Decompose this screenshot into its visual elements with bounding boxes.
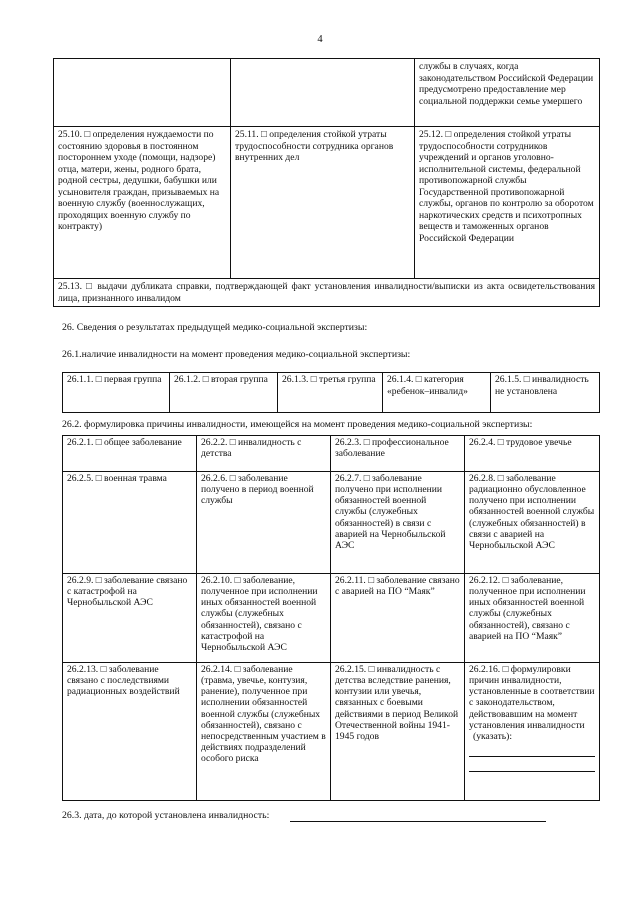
disability-cause-table <box>62 435 600 801</box>
group-option-2[interactable]: 26.1.2. □ вторая группа <box>170 373 278 413</box>
cause-option[interactable]: 26.2.5. □ военная травма <box>63 472 197 574</box>
cause-option[interactable]: 26.2.7. □ заболевание получено при исполнении обязанностей военной службы (служебных обязанностей) в связи с аварией на Чернобыльской АЭС <box>331 472 465 574</box>
group-option-5[interactable]: 26.1.5. □ инвалидность не установлена <box>491 373 600 413</box>
cause-option[interactable]: 26.2.13. □ заболевание связано с последствиями радиационных воздействий <box>63 663 197 801</box>
cause-option[interactable]: 26.2.12. □ заболевание, полученное при исполнении иных обязанностей военной службы (служебных обязанностей), связано с аварией на ПО “Маяк” <box>465 574 600 663</box>
group-option-4[interactable]: 26.1.4. □ категория «ребенок–инвалид» <box>383 373 491 413</box>
empty-cell <box>54 59 231 127</box>
cause-option[interactable]: 26.2.8. □ заболевание радиационно обусловленное получено при исполнении обязанностей военной службы (служебных обязанностей) в связи с аварией на Чернобыльской АЭС <box>465 472 600 574</box>
cause-option[interactable]: 26.2.3. □ профессиональное заболевание <box>331 436 465 472</box>
cause-option[interactable]: 26.2.9. □ заболевание связано с катастрофой на Чернобыльской АЭС <box>63 574 197 663</box>
disability-group-table <box>62 372 600 413</box>
cause-option[interactable]: 26.2.2. □ инвалидность с детства <box>197 436 331 472</box>
specify-line-1[interactable] <box>469 744 595 757</box>
cause-option[interactable]: 26.2.10. □ заболевание, полученное при исполнении иных обязанностей военной службы (служебных обязанностей), связано с катастрофой на Чернобыльской АЭС <box>197 574 331 663</box>
cause-option-text: 26.2.16. □ формулировки причин инвалидности, установленные в соответствии с законодательством, действовавшим на момент установления инвалидности <box>469 664 595 731</box>
cause-option-other[interactable] <box>465 663 600 801</box>
option-25-13[interactable]: 25.13. □ выдачи дубликата справки, подтверждающей факт установления инвалидности/выписки из акта освидетельствования лица, признанного инвалидом <box>54 279 600 307</box>
purpose-table <box>53 58 600 307</box>
date-input-line[interactable] <box>290 821 546 822</box>
group-option-1[interactable]: 26.1.1. □ первая группа <box>63 373 170 413</box>
cause-option[interactable]: 26.2.11. □ заболевание связано с аварией на ПО “Маяк” <box>331 574 465 663</box>
group-option-3[interactable]: 26.1.3. □ третья группа <box>278 373 383 413</box>
page-number: 4 <box>317 34 323 45</box>
specify-label: (указать): <box>473 730 512 742</box>
cause-option[interactable]: 26.2.15. □ инвалидность с детства вследствие ранения, контузии или увечья, связанных с боевыми действиями в период Великой Отечественной войны 1941-1945 годов <box>331 663 465 801</box>
section-26-title: 26. Сведения о результатах предыдущей медико-социальной экспертизы: <box>62 322 368 333</box>
section-26-2-title: 26.2. формулировка причины инвалидности, имеющейся на момент проведения медико-социальной экспертизы: <box>62 419 533 430</box>
cause-option[interactable]: 26.2.4. □ трудовое увечье <box>465 436 600 472</box>
specify-line-2[interactable] <box>469 757 595 772</box>
cell-continued-text: службы в случаях, когда законодательством Российской Федерации предусмотрено предоставление мер социальной поддержки семье умершего <box>415 59 600 127</box>
cause-option[interactable]: 26.2.14. □ заболевание (травма, увечье, контузия, ранение), полученное при исполнении обязанностей военной службы (служебных обязанностей), связано с непосредственным участием в действиях подразделений особого риска <box>197 663 331 801</box>
option-25-10[interactable]: 25.10. □ определения нуждаемости по состоянию здоровья в постоянном постороннем уходе (помощи, надзоре) отца, матери, жены, родного брата, родной сестры, дедушки, бабушки или усыновителя граждан, призываемых на военную службу (военнослужащих, проходящих военную службу по контракту) <box>54 127 231 279</box>
empty-cell <box>231 59 415 127</box>
option-25-11[interactable]: 25.11. □ определения стойкой утраты трудоспособности сотрудника органов внутренних дел <box>231 127 415 279</box>
section-26-1-title: 26.1.наличие инвалидности на момент проведения медико-социальной экспертизы: <box>62 349 411 360</box>
option-25-12[interactable]: 25.12. □ определения стойкой утраты трудоспособности сотрудников учреждений и органов уголовно-исполнительной системы, федеральной противопожарной службы Государственной противопожарной службы, органов по контролю за оборотом наркотических средств и психотропных веществ и таможенных органов Российской Федерации <box>415 127 600 279</box>
cause-option[interactable]: 26.2.6. □ заболевание получено в период военной службы <box>197 472 331 574</box>
section-26-3-label: 26.3. дата, до которой установлена инвалидность: <box>62 810 270 821</box>
cause-option[interactable]: 26.2.1. □ общее заболевание <box>63 436 197 472</box>
